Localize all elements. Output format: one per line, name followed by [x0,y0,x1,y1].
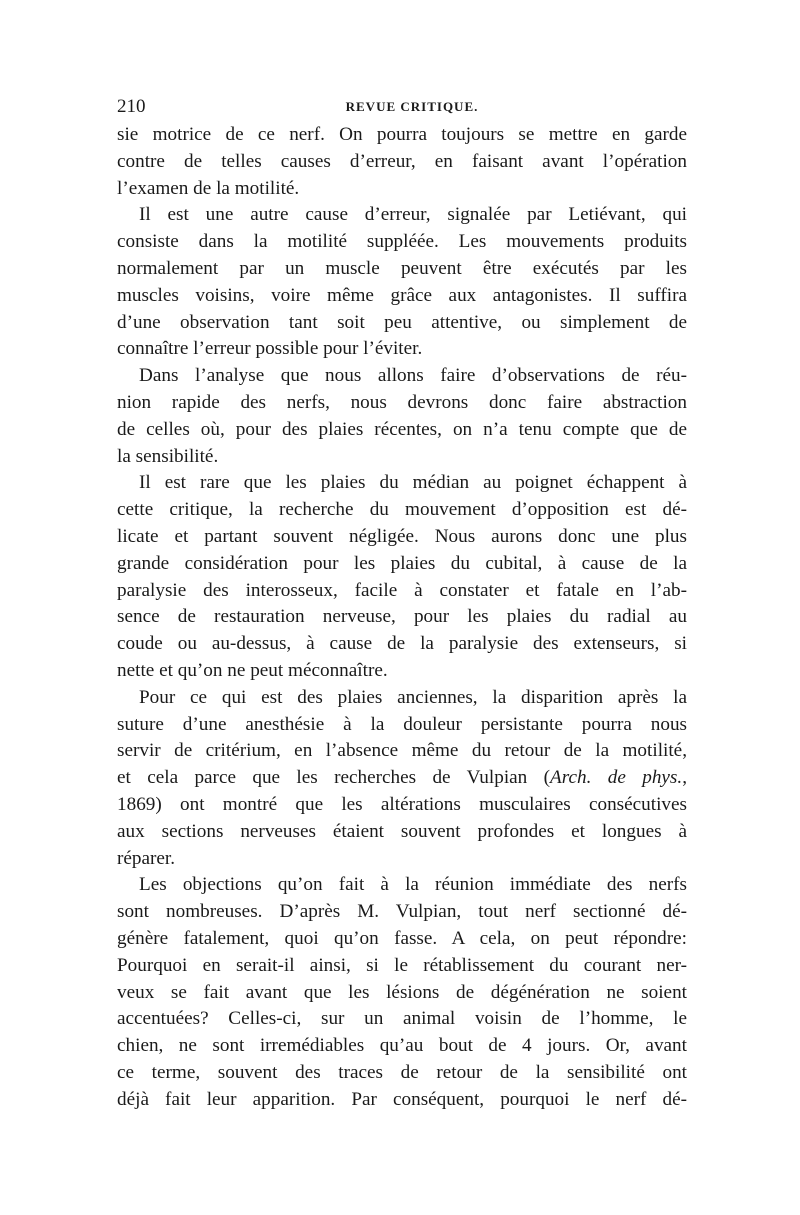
text-line: ce terme, souvent des traces de retour de la sensibilité ont [117,1061,687,1083]
text-line: et cela parce que les recherches de Vulpian (Arch. de phys., [117,767,687,789]
paragraph [117,202,687,363]
text-line: consiste dans la motilité suppléée. Les mouvements produits [117,231,687,253]
text-line: muscles voisins, voire même grâce aux antagonistes. Il suffira [117,284,687,306]
text-line: Pourquoi en serait-il ainsi, si le rétablissement du courant ner- [117,954,687,976]
text-line: déjà fait leur apparition. Par conséquent, pourquoi le nerf dé- [117,1088,687,1110]
text-line: 1869) ont montré que les altérations musculaires consécutives [117,793,687,815]
text-line: sont nombreuses. D’après M. Vulpian, tout nerf sectionné dé- [117,901,687,923]
text-line: normalement par un muscle peuvent être exécutés par les [117,257,687,279]
text-line: accentuées? Celles-ci, sur un animal voisin de l’homme, le [117,1008,687,1030]
text-line: veux se fait avant que les lésions de dégénération ne soient [117,981,687,1003]
paragraph [117,363,687,470]
text-line: paralysie des interosseux, facile à constater et fatale en l’ab- [117,579,687,601]
paragraph [117,122,687,202]
text-line: aux sections nerveuses étaient souvent profondes et longues à [117,820,687,842]
text-line: servir de critérium, en l’absence même du retour de la motilité, [117,740,687,762]
book-page [117,94,687,1113]
text-line: cette critique, la recherche du mouvement d’opposition est dé- [117,499,687,521]
running-head [117,94,687,120]
page-number: 210 [117,96,146,117]
text-line: sie motrice de ce nerf. On pourra toujours se mettre en garde [117,124,687,145]
text-line: connaître l’erreur possible pour l’éviter. [117,338,423,360]
text-line: nion rapide des nerfs, nous devrons donc faire abstraction [117,391,687,413]
text-line: d’une observation tant soit peu attentive, ou simplement de [117,311,687,333]
text-line: réparer. [117,847,176,869]
paragraph [117,470,687,684]
text-line: coude ou au-dessus, à cause de la paralysie des extenseurs, si [117,633,687,655]
running-title: REVUE CRITIQUE. [345,99,479,114]
text-line: sence de restauration nerveuse, pour les plaies du radial au [117,606,687,628]
text-line: Il est une autre cause d’erreur, signalée par Letiévant, qui [139,204,687,226]
text-line: Il est rare que les plaies du médian au poignet échappent à [139,472,687,494]
text-line: suture d’une anesthésie à la douleur persistante pourra nous [117,713,687,735]
text-line: chien, ne sont irremédiables qu’au bout de 4 jours. Or, avant [117,1035,687,1057]
text-line: Les objections qu’on fait à la réunion immédiate des nerfs [139,874,687,896]
paragraph [117,685,687,873]
body-text [117,122,687,1113]
paragraph [117,872,687,1113]
text-line: nette et qu’on ne peut méconnaître. [117,659,388,681]
text-line: génère fatalement, quoi qu’on fasse. A cela, on peut répondre: [117,927,687,949]
text-line: grande considération pour les plaies du cubital, à cause de la [117,552,687,574]
text-line: contre de telles causes d’erreur, en faisant avant l’opération [117,150,687,172]
text-line: Dans l’analyse que nous allons faire d’observations de réu- [139,365,687,387]
text-line: licate et partant souvent négligée. Nous aurons donc une plus [117,525,687,547]
text-line: de celles où, pour des plaies récentes, on n’a tenu compte que de [117,418,687,440]
text-line: l’examen de la motilité. [117,177,300,199]
text-line: Pour ce qui est des plaies anciennes, la disparition après la [139,686,687,708]
text-line: la sensibilité. [117,445,219,467]
